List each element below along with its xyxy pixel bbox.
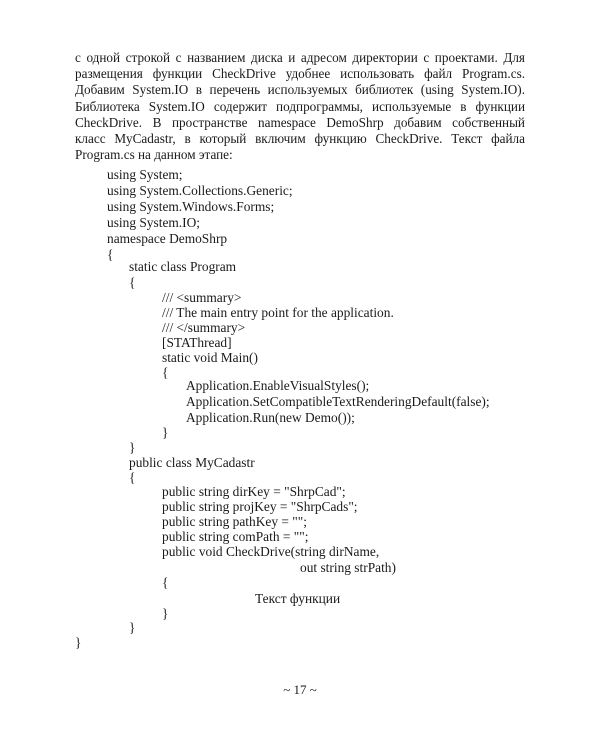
code-line: } (162, 425, 169, 440)
code-line: using System.Windows.Forms; (107, 199, 275, 214)
page-number: ~ 17 ~ (283, 682, 317, 697)
code-line: } (129, 440, 136, 455)
code-line: { (129, 275, 136, 290)
code-line: { (162, 575, 169, 590)
code-line: public string comPath = ""; (162, 529, 309, 544)
code-line: /// </summary> (162, 320, 246, 335)
code-line: /// The main entry point for the application. (162, 305, 394, 320)
paragraph-line: Добавим System.IO в перечень используемых библиотек (using System.IO). (75, 82, 525, 98)
code-line: { (107, 247, 114, 262)
code-line: [STAThread] (162, 335, 232, 350)
code-line: } (129, 620, 136, 635)
code-line: namespace DemoShrp (107, 231, 228, 246)
code-line: public string projKey = "ShrpCads"; (162, 499, 358, 514)
code-line: } (162, 606, 169, 621)
paragraph-line: CheckDrive. В пространстве namespace DemoShrp добавим собственный (75, 114, 525, 130)
paragraph-line: Program.cs на данном этапе: (75, 147, 233, 163)
code-line: out string strPath) (300, 560, 396, 575)
code-line: using System.IO; (107, 215, 200, 230)
code-line: Текст функции (255, 591, 341, 606)
code-line: static class Program (129, 259, 237, 274)
code-line: /// <summary> (162, 290, 242, 305)
code-line: Application.Run(new Demo()); (186, 410, 355, 425)
code-line: using System.Collections.Generic; (107, 183, 293, 198)
code-line: Application.SetCompatibleTextRenderingDefault(false); (186, 394, 490, 409)
code-line: public string dirKey = "ShrpCad"; (162, 484, 346, 499)
code-line: { (162, 365, 169, 380)
code-line: public string pathKey = ""; (162, 514, 307, 529)
paragraph-line: Библиотека System.IO содержит подпрограммы, используемые в функции (75, 98, 525, 114)
code-line: public void CheckDrive(string dirName, (162, 544, 380, 559)
paragraph-line: с одной строкой с названием диска и адресом директории с проектами. Для (75, 50, 525, 65)
code-line: using System; (107, 167, 183, 182)
code-line: public class MyCadastr (129, 455, 255, 470)
code-line: static void Main() (162, 350, 258, 365)
paragraph-line: размещения функции CheckDrive удобнее использовать файл Program.cs. (75, 66, 525, 82)
paragraph-line: класс MyCadastr, в который включим функцию CheckDrive. Текст файла (75, 130, 525, 146)
code-line: { (129, 470, 136, 485)
code-line: } (75, 635, 82, 650)
body-paragraph (75, 50, 525, 163)
code-line: Application.EnableVisualStyles(); (186, 378, 370, 393)
